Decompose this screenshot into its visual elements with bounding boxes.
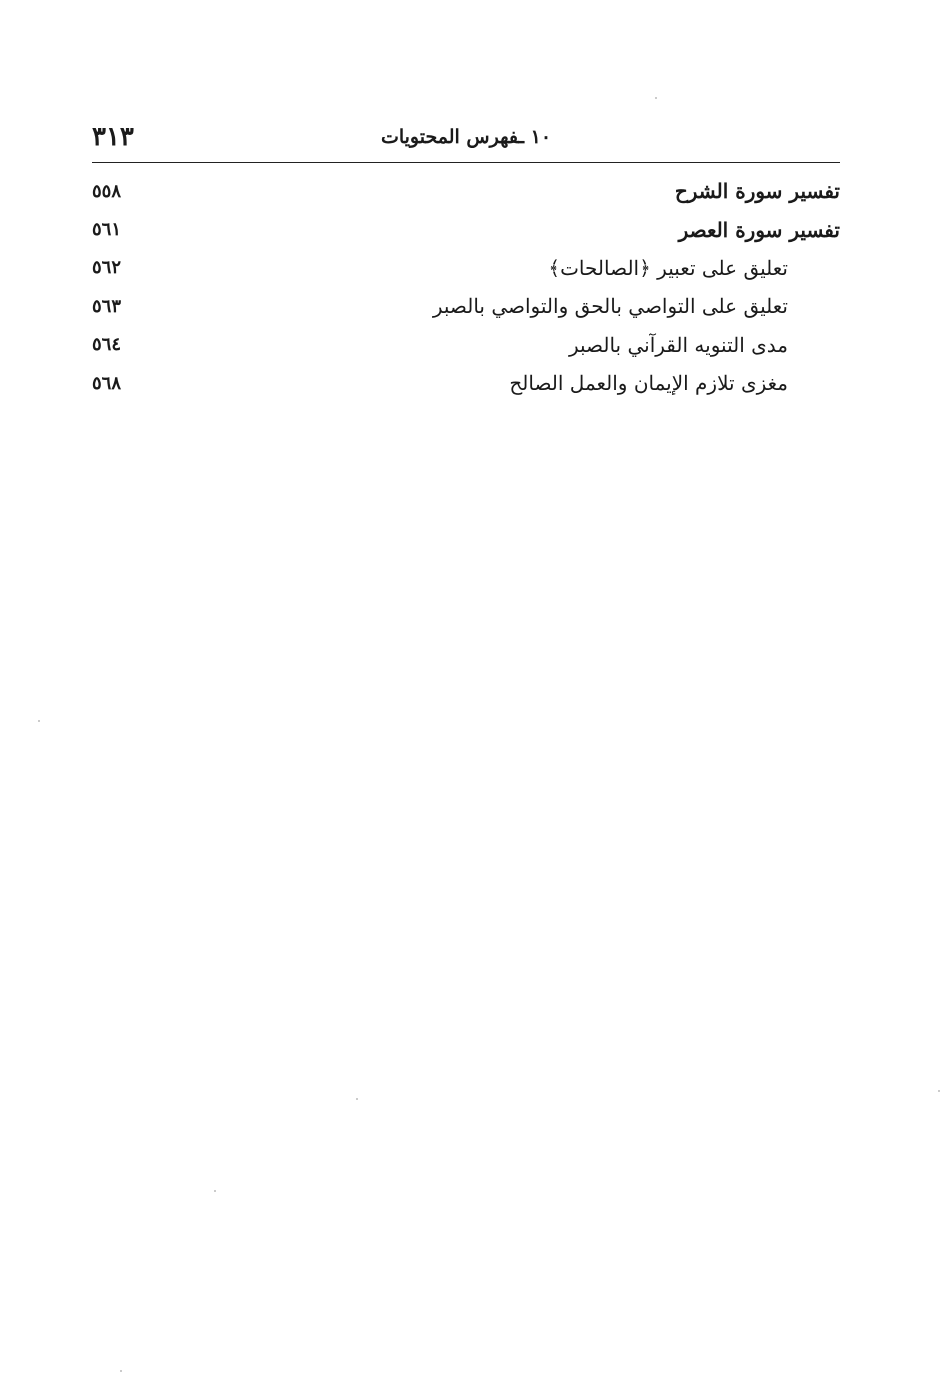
toc-entry-title: تفسير سورة الشرح [674,179,840,204]
toc-entry[interactable] [92,287,840,325]
toc-entry-title: تعليق على التواصي بالحق والتواصي بالصبر [432,294,788,319]
toc-entry[interactable] [92,364,840,402]
header-rule [92,162,840,163]
toc-entry[interactable] [92,172,840,210]
dot-leader [156,220,667,240]
dot-leader [156,258,536,278]
dot-leader [156,296,421,316]
page-number: ٣١٣ [92,122,134,152]
toc-entry-title: تفسير سورة العصر [678,217,840,242]
dot-leader [156,335,557,355]
toc-entry-page: ٥٦٤ [92,334,122,356]
toc-entry-title: تعليق على تعبير ﴿الصالحات﴾ [548,255,788,280]
toc-entry-page: ٥٦٢ [92,257,122,279]
page-header [92,120,840,160]
scan-speck [120,1370,122,1372]
toc-entry-page: ٥٦٨ [92,372,122,394]
toc-entry-page: ٥٥٨ [92,180,122,202]
toc-entry[interactable] [92,210,840,248]
toc-entry[interactable] [92,249,840,287]
toc-entry-title: مدى التنويه القرآني بالصبر [568,332,788,357]
toc-entry[interactable] [92,326,840,364]
scan-speck [356,1098,358,1100]
scan-speck [38,720,40,722]
scan-speck [938,1090,940,1092]
toc-entry-page: ٥٦١ [92,219,122,241]
toc-entry-page: ٥٦٣ [92,295,122,317]
dot-leader [156,373,497,393]
toc-entry-title: مغزى تلازم الإيمان والعمل الصالح [509,371,788,396]
scan-speck [214,1190,216,1192]
table-of-contents [92,172,840,402]
scan-speck [655,97,657,99]
chapter-title: ١٠ ـفهرس المحتويات [380,126,552,148]
dot-leader [156,181,663,201]
